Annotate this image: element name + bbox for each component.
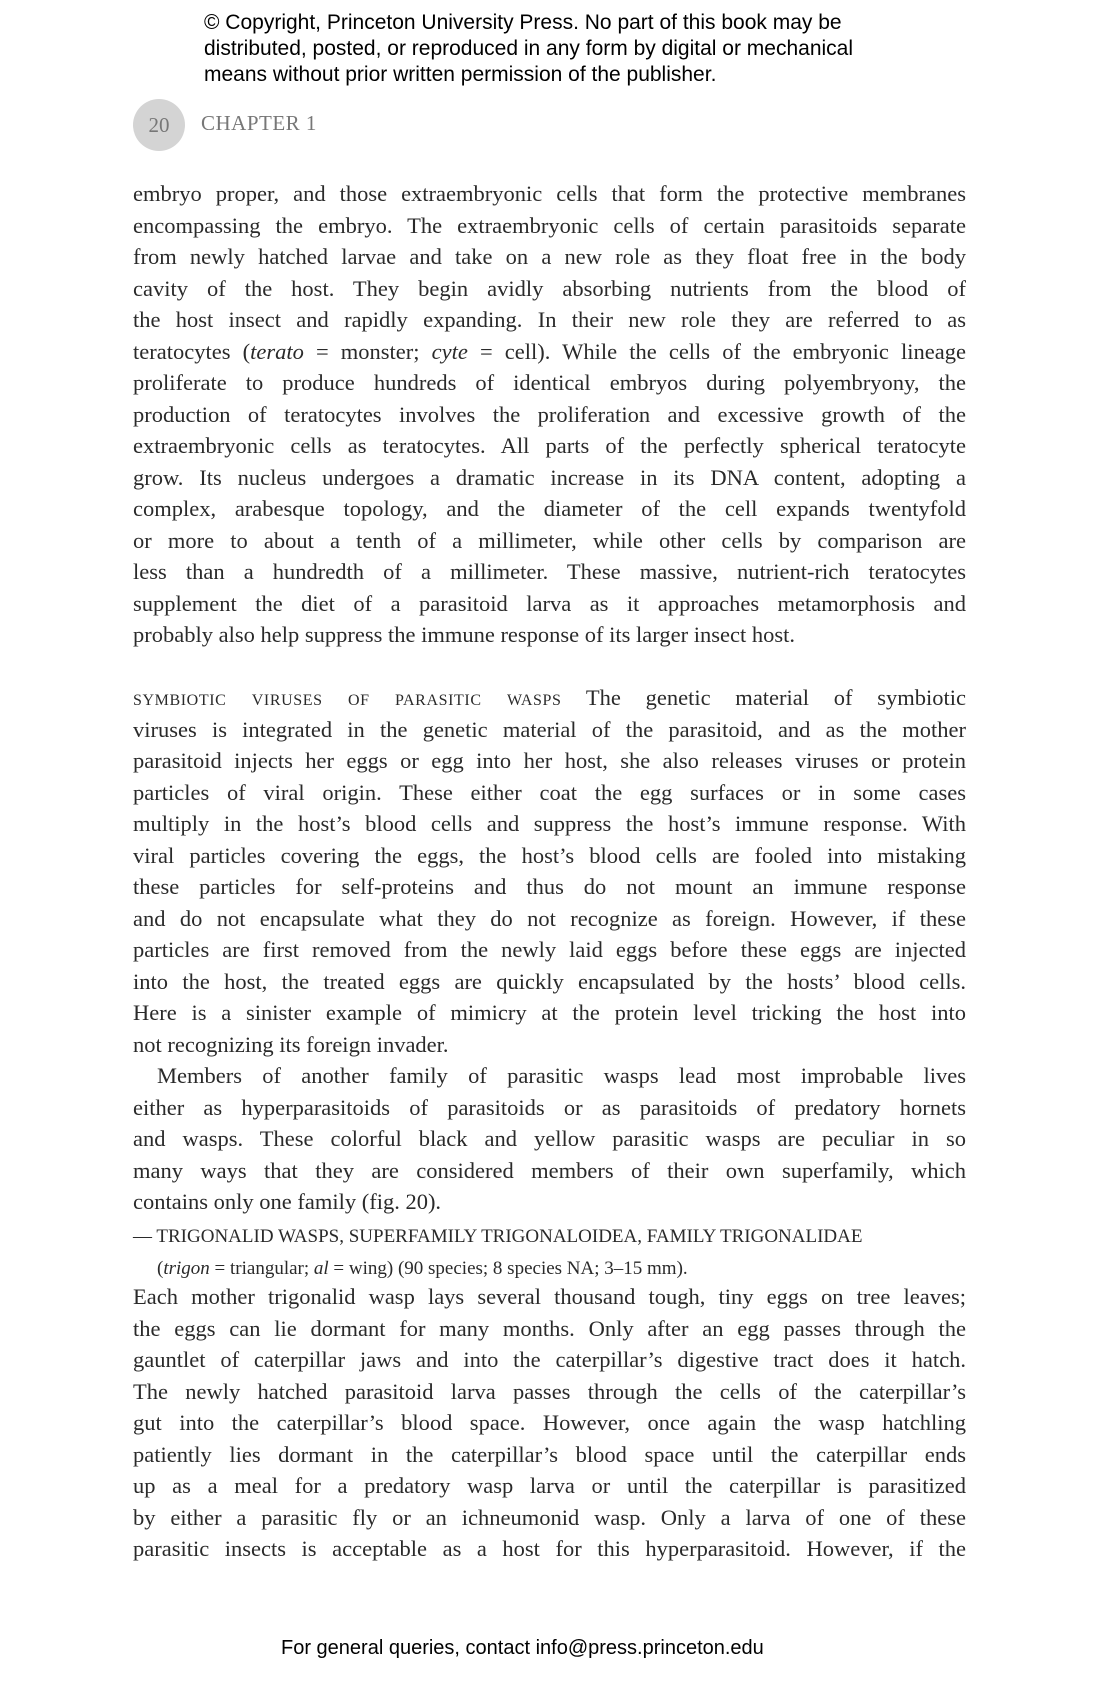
text-run: teratocytes ( [133, 338, 251, 364]
text-run: Members of another family of parasitic wasps lead most improbable lives [157, 1063, 966, 1088]
text-run: not recognizing its foreign invader. [133, 1031, 449, 1057]
text-line [133, 241, 966, 273]
text-run: multiply in the host’s blood cells and suppress the host’s immune response. With [133, 811, 966, 836]
text-run: production of teratocytes involves the proliferation and excessive growth of the [133, 401, 966, 427]
text-run: or more to about a tenth of a millimeter, while other cells by comparison are [133, 527, 966, 553]
body-paragraph [133, 178, 966, 651]
text-run: cyte [431, 338, 468, 364]
text-run: patiently lies dormant in the caterpillar’s blood space until the caterpillar ends [133, 1441, 966, 1467]
text-line [133, 966, 966, 998]
text-line [133, 367, 966, 399]
text-run: complex, arabesque topology, and the diameter of the cell expands twentyfold [133, 496, 966, 521]
text-line [133, 1092, 966, 1124]
text-run: = monster; [303, 338, 432, 364]
text-line [133, 777, 966, 809]
text-line [133, 1219, 966, 1251]
text-line [133, 1186, 966, 1218]
text-run: terato [250, 338, 304, 364]
text-line [133, 556, 966, 588]
text-line [133, 588, 966, 620]
text-line [133, 178, 966, 210]
text-run: either as hyperparasitoids of parasitoids or as parasitoids of predatory hornets [133, 1094, 966, 1120]
text-line [133, 304, 966, 336]
text-run: Here is a sinister example of mimicry at the protein level tricking the host into [133, 1000, 966, 1025]
text-run: viral particles covering the eggs, the host’s blood cells are fooled into mistaking [133, 842, 966, 868]
body-paragraph [133, 1060, 966, 1218]
text-line [133, 1376, 966, 1408]
text-line [133, 682, 966, 714]
text-run: = wing) (90 species; 8 species NA; 3–15 mm). [328, 1257, 688, 1279]
text-run: = cell). While the cells of the embryonic lineage [467, 338, 966, 364]
text-line [133, 336, 966, 368]
text-line [133, 1407, 966, 1439]
copyright-line: distributed, posted, or reproduced in any form by digital or mechanical [204, 37, 854, 60]
text-run: the eggs can lie dormant for many months. Only after an egg passes through the [133, 1315, 966, 1341]
text-run: contains only one family (fig. 20). [133, 1189, 442, 1214]
text-line [133, 430, 966, 462]
text-run: the host insect and rapidly expanding. In their new role they are referred to as [133, 307, 966, 332]
text-run: many ways that they are considered members of their own superfamily, which [133, 1157, 966, 1183]
taxon-heading [133, 1219, 966, 1282]
text-run: particles of viral origin. These either coat the egg surfaces or in some cases [133, 779, 966, 805]
text-run: ( [157, 1257, 164, 1279]
text-line [133, 1251, 966, 1283]
text-run: — TRIGONALID WASPS, SUPERFAMILY TRIGONALOIDEA, FAMILY TRIGONALIDAE [133, 1226, 863, 1247]
text-run: particles are first removed from the newly laid eggs before these eggs are injected [133, 937, 966, 962]
text-run: embryo proper, and those extraembryonic cells that form the protective membranes [133, 181, 966, 206]
text-line [133, 903, 966, 935]
text-line [133, 462, 966, 494]
text-line [133, 1502, 966, 1534]
text-line [133, 525, 966, 557]
body-paragraph [133, 1281, 966, 1565]
text-line [133, 1155, 966, 1187]
text-line [133, 1470, 966, 1502]
text-line [133, 1439, 966, 1471]
text-run: proliferate to produce hundreds of identical embryos during polyembryony, the [133, 370, 966, 395]
footer-contact: For general queries, contact info@press.princeton.edu [281, 1637, 764, 1659]
text-run: by either a parasitic fly or an ichneumonid wasp. Only a larva of one of these [133, 1504, 966, 1530]
text-line [133, 493, 966, 525]
text-run: grow. Its nucleus undergoes a dramatic increase in its DNA content, adopting a [133, 464, 966, 490]
text-line [133, 714, 966, 746]
text-run: cavity of the host. They begin avidly absorbing nutrients from the blood of [133, 275, 966, 301]
text-run: into the host, the treated eggs are quickly encapsulated by the hosts’ blood cells. [133, 968, 966, 994]
copyright-notice [204, 10, 853, 88]
text-run: gut into the caterpillar’s blood space. However, once again the wasp hatchling [133, 1410, 966, 1435]
text-run: trigon [163, 1257, 210, 1279]
text-line [133, 1313, 966, 1345]
text-run: encompassing the embryo. The extraembryonic cells of certain parasitoids separate [133, 212, 966, 238]
text-run: = triangular; [209, 1257, 314, 1279]
text-line [133, 840, 966, 872]
text-line [133, 1344, 966, 1376]
text-run: The newly hatched parasitoid larva passes through the cells of the caterpillar’s [133, 1378, 966, 1404]
section-run-in-heading: symbiotic viruses of parasitic wasps [133, 685, 562, 710]
text-run: parasitic insects is acceptable as a host for this hyperparasitoid. However, if the [133, 1536, 966, 1561]
text-line [133, 871, 966, 903]
text-run: viruses is integrated in the genetic material of the parasitoid, and as the mother [133, 716, 966, 742]
text-run: al [313, 1257, 329, 1279]
text-run: up as a meal for a predatory wasp larva or until the caterpillar is parasitized [133, 1473, 966, 1498]
chapter-title: CHAPTER 1 [201, 111, 317, 135]
text-line [133, 1029, 966, 1061]
copyright-line: means without prior written permission of the publisher. [204, 63, 717, 86]
text-run: extraembryonic cells as teratocytes. All parts of the perfectly spherical teratocyte [133, 433, 966, 458]
text-run: from newly hatched larvae and take on a new role as they float free in the body [133, 244, 966, 269]
copyright-line: © Copyright, Princeton University Press. No part of this book may be [204, 11, 842, 34]
text-line [133, 399, 966, 431]
text-line [133, 1060, 966, 1092]
text-line [133, 1533, 966, 1565]
text-line [133, 1281, 966, 1313]
text-line [133, 1123, 966, 1155]
text-line [133, 210, 966, 242]
text-line [133, 273, 966, 305]
text-run: probably also help suppress the immune response of its larger insect host. [133, 622, 795, 647]
text-line [133, 808, 966, 840]
text-run: gauntlet of caterpillar jaws and into the caterpillar’s digestive tract does it hatch. [133, 1347, 966, 1372]
text-line [133, 997, 966, 1029]
section-paragraph-symbiotic-viruses [133, 682, 966, 1060]
text-run: The genetic material of symbiotic [561, 685, 967, 710]
text-line [133, 934, 966, 966]
text-line [133, 745, 966, 777]
text-run: and wasps. These colorful black and yellow parasitic wasps are peculiar in so [133, 1126, 966, 1151]
text-run: parasitoid injects her eggs or egg into her host, she also releases viruses or protein [133, 748, 966, 773]
page-number: 20 [133, 99, 185, 151]
text-run: Each mother trigonalid wasp lays several thousand tough, tiny eggs on tree leaves; [133, 1284, 966, 1309]
text-run: and do not encapsulate what they do not recognize as foreign. However, if these [133, 905, 966, 931]
text-line [133, 619, 966, 651]
text-run: these particles for self-proteins and thus do not mount an immune response [133, 874, 966, 899]
text-run: supplement the diet of a parasitoid larva as it approaches metamorphosis and [133, 590, 966, 616]
text-run: less than a hundredth of a millimeter. These massive, nutrient-rich teratocytes [133, 559, 966, 584]
